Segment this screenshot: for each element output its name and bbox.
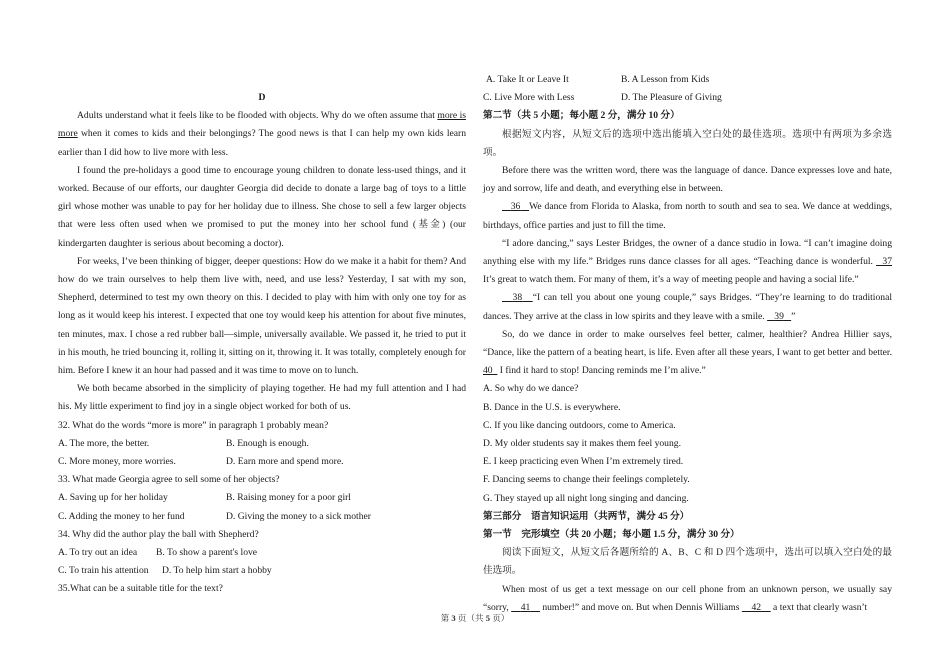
- option-a: A. So why do we dance?: [483, 383, 579, 395]
- q34-option-b: B. To show a parent's love: [156, 547, 258, 559]
- option-e: E. I keep practicing even When I’m extremely tired.: [483, 456, 684, 468]
- passage-d-title: D: [258, 92, 266, 103]
- option-d: D. My older students say it makes them feel young.: [483, 438, 681, 450]
- blank-37: 37: [882, 256, 893, 268]
- dance-paragraph-4-text-b: ”: [791, 310, 796, 322]
- dance-paragraph-5: [483, 326, 892, 381]
- q32-option-b: B. Enough is enough.: [226, 437, 309, 449]
- q33-options-row-2: [58, 508, 466, 526]
- paragraph-1: [58, 107, 466, 162]
- p1-underline-1: more is: [437, 110, 466, 122]
- q33-option-b: B. Raising money for a poor girl: [226, 492, 351, 504]
- q32-option-d: D. Earn more and spend more.: [226, 456, 344, 468]
- q35-options-row-2: [483, 89, 892, 107]
- page-footer: [0, 612, 950, 624]
- part-3-heading: 第三部分 语言知识运用（共两节，满分 45 分）: [483, 510, 690, 522]
- cloze-text-b: number!” and move on. But when Dennis Williams: [539, 601, 742, 613]
- q33-option-a: A. Saving up for her holiday: [58, 492, 168, 504]
- q34-option-d: D. To help him start a hobby: [162, 565, 272, 577]
- q35-option-a: A. Take It or Leave It: [486, 74, 569, 85]
- section-1-instructions: 阅读下面短文，从短文后各题所给的 A、B、C 和 D 四个选项中，选出可以填入空白处的最佳选项。: [483, 547, 892, 577]
- section-1-heading: 第一节 完形填空（共 20 小题；每小题 1.5 分，满分 30 分）: [483, 529, 740, 541]
- dance-paragraph-3-text-a: “I adore dancing,” says Lester Bridges, the owner of a dance studio in Iowa. “I can’t imagine doing anything else with my life.” Bridges runs dance classes for all ages. “Teaching dance is wonderful.: [483, 237, 892, 268]
- dance-paragraph-1: Before there was the written word, there was the language of dance. Dance expresses love and hate, joy and sorrow, life and death, and everything else in between.: [483, 165, 892, 195]
- q35-option-d: D. The Pleasure of Giving: [621, 92, 722, 104]
- dance-paragraph-4: [483, 289, 892, 325]
- blank-40: 40: [483, 365, 493, 377]
- p1-underline-2: more: [58, 128, 78, 140]
- blank-42: 42: [751, 601, 762, 613]
- question-35: 35.What can be a suitable title for the text?: [58, 583, 223, 595]
- paragraph-3: For weeks, I’ve been thinking of bigger, deeper questions: How do we make it a habit for them? And how do we train ourselves to help them live with, need, and use less? Yesterday, I sat with my son, Shepherd, determined to test my own theory on this. I decided to play with him with only one toy for as long as it would keep his interest. I expected that one toy would keep his attention for about five minutes, ten minutes, max. I chose a red rubber ball—simple, universally available. We passed it, he tried to put it in his mouth, he tried bouncing it, rolling it, sitting on it, throwing it. It was totally, completely enough for him. Before I knew it an hour had passed and it was time to move on to lunch.: [58, 255, 466, 377]
- q32-options-row-1: [58, 435, 466, 453]
- paragraph-2: I found the pre-holidays a good time to encourage young children to donate less-used things, and it worked. Because of our efforts, our daughter Georgia did decide to donate a large bag of toys to a little girl whose mother was unable to pay for her holiday due to illness. She chose to sell a few larger objects that were less often used when we promised to put the money into her school fund (基金) (our kindergarten daughter is serious about becoming a doctor).: [58, 164, 466, 249]
- option-c: C. If you like dancing outdoors, come to America.: [483, 419, 676, 431]
- q34-option-a: A. To try out an idea: [58, 547, 138, 559]
- dance-paragraph-4-text-a: “I can tell you about one young couple,” says Bridges. “They’re learning to do traditional dances. They arrive at the class in low spirits and they leave with a smile.: [483, 292, 892, 322]
- right-column: [483, 0, 892, 617]
- option-g: G. They stayed up all night long singing and dancing.: [483, 492, 689, 504]
- footer-total-pages: 5: [485, 613, 491, 623]
- footer-pre: 第: [440, 613, 452, 623]
- q34-options-row-1: [58, 544, 466, 562]
- q35-option-b: B. A Lesson from Kids: [621, 74, 710, 85]
- cloze-text-a: When most of us get a text message on our cell phone from an unknown person, we usually say “sorry,: [483, 583, 892, 613]
- option-f: F. Dancing seems to change their feelings completely.: [483, 474, 690, 486]
- option-b: B. Dance in the U.S. is everywhere.: [483, 401, 621, 413]
- p1-text-b: when it comes to kids and their belongings? The good news is that I can help my own kids learn earlier than I did how to live more with less.: [58, 128, 466, 158]
- q32-option-a: A. The more, the better.: [58, 437, 150, 449]
- dance-paragraph-3-text-b: It’s great to watch them. For many of them, it’s a way of meeting people and having a social life.”: [483, 274, 859, 286]
- blank-36: 36: [510, 201, 521, 213]
- dance-paragraph-5-text-a: So, do we dance in order to make ourselves feel better, calmer, healthier? Andrea Hillier says, “Dance, like the pattern of a beating heart, is life. Even after all these years, I want to get better and better.: [483, 328, 892, 359]
- left-column: [58, 0, 466, 599]
- blank-39: 39: [774, 310, 784, 322]
- q32-options-row-2: [58, 453, 466, 471]
- footer-mid: 页（共: [455, 613, 486, 623]
- q34-option-c: C. To train his attention: [58, 565, 149, 577]
- q35-option-c: C. Live More with Less: [483, 92, 575, 104]
- q33-option-d: D. Giving the money to a sick mother: [226, 510, 371, 522]
- q32-option-c: C. More money, more worries.: [58, 456, 176, 468]
- question-34: 34. Why did the author play the ball with Shepherd?: [58, 528, 259, 540]
- dance-paragraph-2: [483, 198, 892, 234]
- q35-options-row-1: [483, 71, 892, 89]
- footer-post: 页）: [490, 613, 510, 623]
- section-2-heading: 第二节（共 5 小题；每小题 2 分，满分 10 分）: [483, 110, 680, 122]
- section-2-instructions: 根据短文内容，从短文后的选项中选出能填入空白处的最佳选项。选项中有两项为多余选项。: [483, 128, 892, 158]
- footer-page-number: 3: [451, 613, 456, 623]
- blank-41: 41: [520, 601, 531, 613]
- q34-options-row-2: [58, 562, 466, 580]
- dance-paragraph-5-text-b: I find it hard to stop! Dancing reminds me I’m alive.”: [497, 365, 706, 377]
- paragraph-4: We both became absorbed in the simplicity of playing together. He had my full attention and I had his. My little experiment to find joy in a single object worked for both of us.: [58, 383, 466, 413]
- p1-text-a: Adults understand what it feels like to be flooded with objects. Why do we often assume that: [77, 110, 438, 122]
- q33-option-c: C. Adding the money to her fund: [58, 510, 185, 522]
- q33-options-row-1: [58, 489, 466, 507]
- blank-38: 38: [512, 292, 523, 304]
- question-32: 32. What do the words “more is more” in paragraph 1 probably mean?: [58, 419, 329, 431]
- cloze-text-c: a text that clearly wasn’t: [770, 601, 868, 613]
- dance-paragraph-3: [483, 235, 892, 290]
- dance-paragraph-2-text: We dance from Florida to Alaska, from north to south and sea to sea. We dance at weddings, birthdays, office parties and just to fill the time.: [483, 201, 892, 231]
- question-33: 33. What made Georgia agree to sell some of her objects?: [58, 474, 280, 486]
